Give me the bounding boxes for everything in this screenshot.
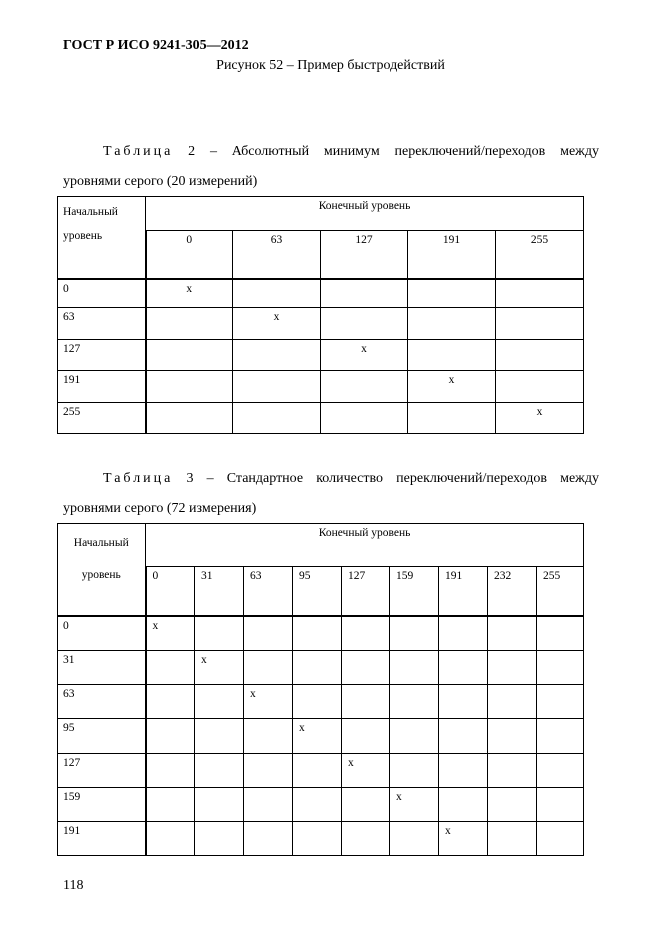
table-row <box>58 719 584 754</box>
table3-cell: х <box>195 651 244 685</box>
table3-caption-word: переключений/переходов <box>396 471 547 486</box>
table3-cell <box>390 651 439 685</box>
table2-cell <box>408 403 496 434</box>
table2-caption-word: 2 <box>188 144 196 159</box>
table3-cell <box>195 788 244 822</box>
table3-cell <box>537 685 584 719</box>
table3-cell <box>488 719 537 754</box>
table2-column-header: 63 <box>233 231 321 279</box>
table3-cell <box>537 719 584 754</box>
table3-caption-word: Таблица <box>103 471 174 486</box>
table3-cell: х <box>146 616 195 651</box>
table3-cell <box>293 685 342 719</box>
table2-caption-word: Таблица <box>103 144 174 159</box>
table2-caption-word: минимум <box>323 144 380 159</box>
table3-cell <box>195 685 244 719</box>
table3-column-header: 159 <box>390 567 439 616</box>
table3-caption-word: Стандартное <box>226 471 304 486</box>
table3-cell <box>342 685 390 719</box>
table3-cell <box>537 822 584 856</box>
table2-cell: х <box>321 340 408 371</box>
table-row <box>58 371 584 403</box>
table2-column-header: 255 <box>496 231 584 279</box>
table2-corner-line2: уровень <box>63 230 103 242</box>
table2-end-level-header: Конечный уровень <box>146 197 584 231</box>
table3-cell <box>293 822 342 856</box>
table-row <box>58 403 584 434</box>
table3-cell <box>488 616 537 651</box>
table2 <box>57 196 584 434</box>
table3-row-label: 95 <box>58 719 146 754</box>
table3-column-header: 127 <box>342 567 390 616</box>
table-row <box>58 788 584 822</box>
document-header: ГОСТ Р ИСО 9241-305—2012 <box>63 38 249 53</box>
table3-cell <box>439 754 488 788</box>
table3-cell <box>342 651 390 685</box>
table2-cell <box>321 371 408 403</box>
table3 <box>57 523 584 856</box>
table2-row-label: 0 <box>58 279 146 308</box>
table3-cell <box>195 754 244 788</box>
table3-caption-word: количество <box>316 471 384 486</box>
table2-cell <box>496 371 584 403</box>
table3-cell <box>146 822 195 856</box>
table2-caption-word: – <box>209 144 217 159</box>
table2-cell <box>146 371 233 403</box>
table2-cell <box>146 308 233 340</box>
table2-caption-line2: уровнями серого (20 измерений) <box>63 174 258 189</box>
table3-row-label: 31 <box>58 651 146 685</box>
table3-cell <box>293 616 342 651</box>
table2-caption-line1 <box>63 137 599 167</box>
table3-cell <box>244 719 293 754</box>
table3-caption-line2: уровнями серого (72 измерения) <box>63 501 257 516</box>
table3-cell <box>390 616 439 651</box>
table3-cell <box>342 616 390 651</box>
table3-end-level-header: Конечный уровень <box>146 524 584 567</box>
table2-cell <box>408 279 496 308</box>
table3-cell: х <box>439 822 488 856</box>
table2-row-label: 127 <box>58 340 146 371</box>
table3-caption <box>63 464 599 524</box>
table2-cell <box>321 279 408 308</box>
table3-cell <box>537 788 584 822</box>
table3-cell <box>342 788 390 822</box>
table2-column-header: 0 <box>146 231 233 279</box>
table3-cell <box>342 822 390 856</box>
table-row <box>58 754 584 788</box>
table3-cell <box>244 651 293 685</box>
figure-caption: Рисунок 52 – Пример быстродействий <box>216 58 445 73</box>
table3-row-label: 127 <box>58 754 146 788</box>
table3-row-label: 0 <box>58 616 146 651</box>
table3-cell <box>146 719 195 754</box>
table3-cell <box>342 719 390 754</box>
table2-cell <box>408 308 496 340</box>
table3-column-header: 255 <box>537 567 584 616</box>
table3-corner-header <box>58 524 146 616</box>
table3-caption-line1 <box>63 464 599 494</box>
table3-cell <box>390 754 439 788</box>
table2-cell <box>408 340 496 371</box>
table3-cell: х <box>293 719 342 754</box>
table3-cell <box>244 754 293 788</box>
table3-cell <box>244 788 293 822</box>
table3-cell <box>244 616 293 651</box>
table-row <box>58 822 584 856</box>
table3-cell <box>146 788 195 822</box>
table-row <box>58 340 584 371</box>
table2-column-header: 191 <box>408 231 496 279</box>
table3-cell <box>439 616 488 651</box>
table2-cell: х <box>146 279 233 308</box>
table2-cell <box>496 308 584 340</box>
table2-cell <box>233 340 321 371</box>
table3-column-header: 31 <box>195 567 244 616</box>
table3-cell <box>488 651 537 685</box>
table3-cell <box>488 685 537 719</box>
table3-cell <box>146 754 195 788</box>
table3-cell <box>439 685 488 719</box>
table3-column-header: 191 <box>439 567 488 616</box>
table2-row-label: 63 <box>58 308 146 340</box>
table3-row-label: 191 <box>58 822 146 856</box>
table3-column-header: 232 <box>488 567 537 616</box>
table3-cell <box>537 651 584 685</box>
table2-cell <box>321 403 408 434</box>
table3-cell <box>537 754 584 788</box>
table-row <box>58 308 584 340</box>
table2-cell <box>233 403 321 434</box>
table2-cell <box>233 371 321 403</box>
table3-cell <box>537 616 584 651</box>
table3-cell <box>244 822 293 856</box>
table3-cell <box>195 822 244 856</box>
table2-cell <box>146 340 233 371</box>
table3-cell <box>195 616 244 651</box>
table2-cell <box>496 279 584 308</box>
table3-cell <box>390 822 439 856</box>
table3-cell <box>390 719 439 754</box>
table-row <box>58 616 584 651</box>
table2-caption-word: между <box>560 144 599 159</box>
table3-cell: х <box>342 754 390 788</box>
table2-cell: х <box>408 371 496 403</box>
page-number: 118 <box>63 878 84 893</box>
table3-cell: х <box>244 685 293 719</box>
table3-cell <box>293 788 342 822</box>
table2-cell <box>233 279 321 308</box>
table3-cell <box>439 651 488 685</box>
table3-column-header: 0 <box>146 567 195 616</box>
table3-cell <box>293 651 342 685</box>
table3-cell <box>146 651 195 685</box>
table3-cell <box>488 788 537 822</box>
table3-cell <box>146 685 195 719</box>
table3-caption-word: между <box>560 471 599 486</box>
table2-cell <box>496 340 584 371</box>
table2-row-label: 255 <box>58 403 146 434</box>
table3-row-label: 63 <box>58 685 146 719</box>
table2-corner-header <box>58 197 146 279</box>
table2-caption-word: переключений/переходов <box>394 144 546 159</box>
table3-corner-line2: уровень <box>81 569 121 581</box>
table2-cell <box>321 308 408 340</box>
table3-caption-word: – <box>206 471 214 486</box>
table2-corner-line1: Начальный <box>63 206 118 218</box>
table3-corner-line1: Начальный <box>73 537 129 549</box>
table3-row-label: 159 <box>58 788 146 822</box>
table3-cell <box>488 822 537 856</box>
table2-caption <box>63 137 599 197</box>
table3-cell <box>293 754 342 788</box>
table2-cell: х <box>233 308 321 340</box>
table3-column-header: 63 <box>244 567 293 616</box>
table-row <box>58 685 584 719</box>
table3-cell <box>439 788 488 822</box>
table2-cell: х <box>496 403 584 434</box>
table-row <box>58 651 584 685</box>
table3-cell <box>390 685 439 719</box>
table3-caption-word: 3 <box>186 471 194 486</box>
table3-cell: х <box>390 788 439 822</box>
table2-row-label: 191 <box>58 371 146 403</box>
table-row <box>58 279 584 308</box>
table2-caption-word: Абсолютный <box>231 144 310 159</box>
table3-cell <box>195 719 244 754</box>
table3-cell <box>488 754 537 788</box>
table2-cell <box>146 403 233 434</box>
table3-cell <box>439 719 488 754</box>
table3-column-header: 95 <box>293 567 342 616</box>
table2-column-header: 127 <box>321 231 408 279</box>
